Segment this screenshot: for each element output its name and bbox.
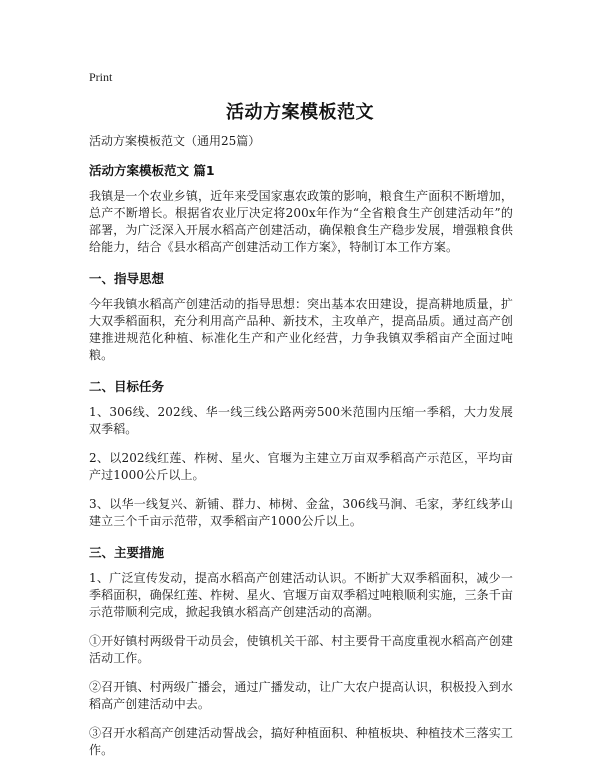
section-paragraph: ②召开镇、村两级广播会，通过广播发动，让广大农户提高认识，积极投入到水稻高产创建活动中去。 (89, 680, 513, 711)
document-subtitle: 活动方案模板范文（通用25篇） (89, 134, 261, 148)
section-heading-measures: 三、主要措施 (89, 545, 165, 560)
section-heading-guiding-ideology: 一、指导思想 (89, 271, 165, 286)
section-paragraph: ①开好镇村两级骨干动员会，使镇机关干部、村主要骨干高度重视水稻高产创建活动工作。 (89, 634, 513, 665)
section-paragraph: 3、以华一线复兴、新铺、群力、柿树、金盆，306线马涧、毛家，茅红线茅山建立三个千亩示范带，双季稻亩产1000公斤以上。 (89, 497, 513, 528)
document-body (89, 132, 513, 771)
section-heading-targets: 二、目标任务 (89, 379, 165, 394)
section-paragraph: 1、306线、202线、华一线三线公路两旁500米范围内压缩一季稻，大力发展双季稻。 (89, 405, 513, 436)
print-label[interactable]: Print (89, 70, 113, 84)
section-paragraph: 1、广泛宣传发动，提高水稻高产创建活动认识。不断扩大双季稻面积，减少一季稻面积，确保红莲、柞树、星火、官堰万亩双季稻过吨粮顺利实施，三条千亩示范带顺利完成，掀起我镇水稻高产创建活动的高潮。 (89, 571, 513, 619)
chapter-heading: 活动方案模板范文 篇1 (89, 163, 215, 178)
page-title: 活动方案模板范文 (226, 102, 374, 123)
section-paragraph: 今年我镇水稻高产创建活动的指导思想：突出基本农田建设，提高耕地质量，扩大双季稻面积，充分利用高产品种、新技术，主攻单产，提高品质。通过高产创建推进规范化种植、标准化生产和产业化经营，力争我镇双季稻亩产全面过吨粮。 (89, 297, 513, 362)
section-paragraph: ③召开水稻高产创建活动誓战会，搞好种植面积、种植板块、种植技术三落实工作。 (89, 726, 513, 757)
intro-paragraph: 我镇是一个农业乡镇，近年来受国家惠农政策的影响，粮食生产面积不断增加，总产不断增长。根据省农业厅决定将200x年作为“全省粮食生产创建活动年”的部署，为广泛深入开展水稻高产创建活动，确保粮食生产稳步发展，增强粮食供给能力，结合《县水稻高产创建活动工作方案》，特制订本工作方案。 (89, 189, 513, 254)
section-paragraph: 2、以202线红莲、柞树、星火、官堰为主建立万亩双季稻高产示范区，平均亩产过1000公斤以上。 (89, 451, 513, 482)
